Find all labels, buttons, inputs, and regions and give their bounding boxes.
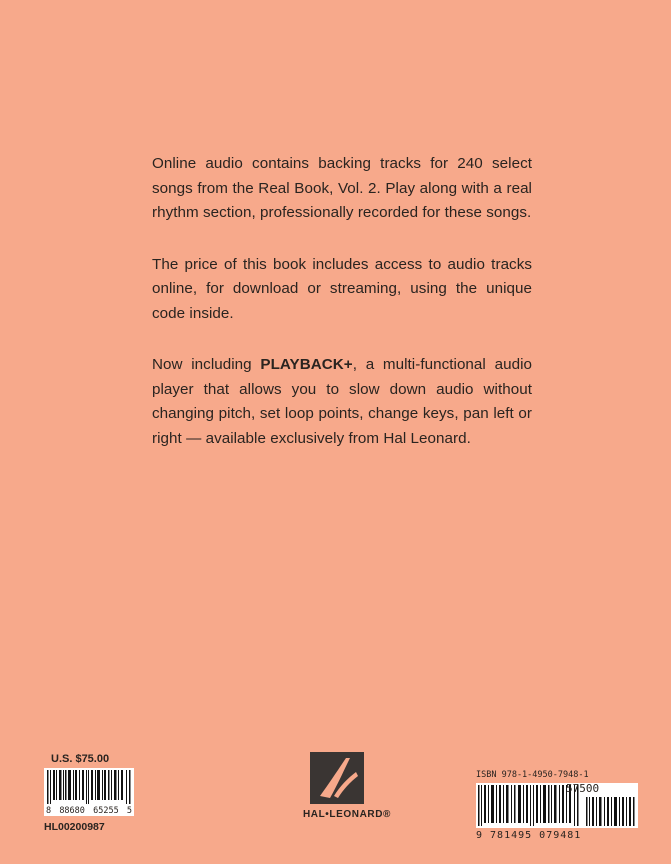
blurb-paragraph-1: Online audio contains backing tracks for 240 select songs from the Real Book, Vol. 2. Play along with a real rhythm section, professionally recorded for these songs. <box>152 155 532 221</box>
blurb-p3-post: , a multi-functional audio player that allows you to slow down audio without changing pitch, set loop points, change keys, pan left or right — available exclusively from Hal Leonard. <box>152 356 532 447</box>
isbn-price-code: 57500 <box>566 782 600 795</box>
playback-plus-label: PLAYBACK+ <box>260 356 353 373</box>
isbn-digits: 9 781495 079481 <box>476 830 582 841</box>
upc-digit-1: 88680 <box>59 806 85 816</box>
isbn-barcode <box>476 783 638 828</box>
upc-digit-3: 5 <box>126 806 132 816</box>
isbn-barcode-bars <box>476 783 638 828</box>
back-cover-description <box>152 152 532 478</box>
hal-leonard-wordmark: HAL•LEONARD® <box>302 809 392 820</box>
upc-digit-2: 65255 <box>93 806 119 816</box>
product-code: HL00200987 <box>44 821 105 833</box>
isbn-label: ISBN 978-1-4950-7948-1 <box>476 770 589 780</box>
hal-leonard-logo-mark <box>310 752 364 804</box>
upc-digits <box>44 806 134 816</box>
blurb-paragraph-3 <box>152 353 532 451</box>
upc-barcode <box>44 768 134 816</box>
upc-digit-0: 8 <box>46 806 52 816</box>
logo-swoosh-icon <box>310 752 364 804</box>
us-price: U.S. $75.00 <box>51 753 110 765</box>
blurb-p3-pre: Now including <box>152 356 261 373</box>
blurb-paragraph-2: The price of this book includes access to audio tracks online, for download or streaming, using the unique code inside. <box>152 255 532 322</box>
upc-barcode-bars <box>47 770 131 804</box>
